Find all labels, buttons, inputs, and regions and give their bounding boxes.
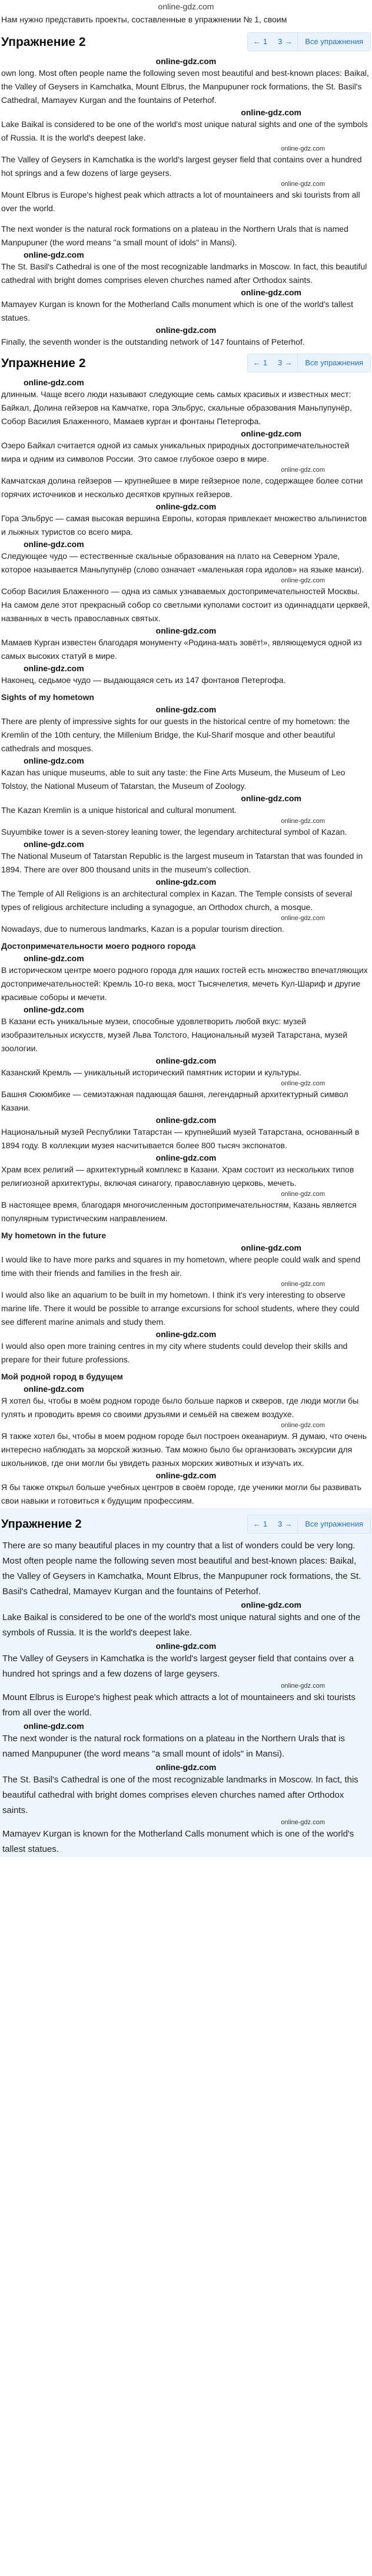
next-exercise-button[interactable]: 3 →	[278, 37, 293, 46]
paragraph: В Казани есть уникальные музеи, способные удовлетворить любой вкус: музей изобразительных искусств, музей Льва Толстого, Национальный музей Татарстана, музей зоологии.	[1, 1017, 348, 1053]
watermark: online-gdz.com	[155, 1471, 217, 1480]
watermark: online-gdz.com	[241, 429, 301, 438]
paragraph: There are plenty of impressive sights for our guests in the historical centre of my hometown: the Kremlin of the 10th century, the Millenium Bridge, the Kul-Sharif mosque and other beautiful cathedrals and mosques.	[1, 717, 350, 753]
watermark: online-gdz.com	[281, 1281, 325, 1288]
paragraph: The St. Basil's Cathedral is one of the most recognizable landmarks in Moscow. In fact, this beautiful cathedral with bright domes comprises eleven churches named after Orthodox saints.	[1, 262, 367, 285]
paragraph: The Valley of Geysers in Kamchatka is the world's largest geyser field that contains over a hundred hot springs and a few dozens of large geysers.	[2, 1654, 354, 1679]
prev-exercise-button[interactable]: ← 1	[253, 37, 268, 46]
paragraph: The Temple of All Religions is an architectural complex in Kazan. The Temple consists of several types of religious architecture including a synagogue, an Orthodox church, a mosque.	[1, 889, 353, 912]
exercise-section-2	[0, 352, 372, 1508]
paragraph: Mamayev Kurgan is known for the Motherland Calls monument which is one of the world's tallest statues.	[2, 1829, 354, 1854]
exercise-pager	[247, 32, 371, 51]
paragraph: Национальный музей Республики Татарстан — крупнейший музей Татарстана, основанный в 1894 году. В коллекции музея насчитывается более 800 тысяч экспонатов.	[1, 1127, 360, 1150]
paragraph: Lake Baikal is considered to be one of the world's most unique natural sights and one of the symbols of Russia. It is the world's deepest lake.	[2, 1612, 361, 1638]
watermark: online-gdz.com	[155, 1153, 217, 1162]
watermark: online-gdz.com	[241, 1600, 301, 1609]
paragraph: I would like to have more parks and squares in my hometown, where people could walk and spend time with their friends and families in the fresh air.	[1, 1255, 361, 1278]
paragraph: The Valley of Geysers in Kamchatka is the world's largest geyser field that contains over a hundred hot springs and a few dozens of large geysers.	[1, 155, 362, 178]
paragraph: I would also like an aquarium to be built in my hometown. I think it's very interesting to observe marine life. There it would be possible to arrange excursions for school students, where they could see different marine animals and study them.	[1, 1290, 360, 1327]
watermark: online-gdz.com	[281, 1422, 325, 1429]
watermark: online-gdz.com	[155, 1115, 217, 1125]
watermark: online-gdz.com	[281, 915, 325, 922]
paragraph: own long. Most often people name the following seven most beautiful and best-known places: Baikal, the Valley of Geysers in Kamchatka, Mount Elbrus, the Manpupuner rock formations, the St. Basil's Cathedral, Mamayev Kurgan and the fountains of Peterhof.	[1, 68, 369, 105]
paragraph: Mount Elbrus is Europe's highest peak which attracts a lot of mountaineers and ski tourists from all over the world.	[2, 1692, 356, 1718]
watermark: online-gdz.com	[281, 466, 325, 474]
exercise-pager	[247, 1515, 371, 1534]
arrow-left-icon: ←	[253, 1519, 261, 1528]
all-exercises-link[interactable]: Все упражнения	[297, 1515, 370, 1533]
section-header	[0, 352, 372, 374]
paragraph: The St. Basil's Cathedral is one of the most recognizable landmarks in Moscow. In fact, this beautiful cathedral with bright domes comprises eleven churches named after Orthodox saints.	[2, 1775, 358, 1815]
watermark: online-gdz.com	[241, 1243, 301, 1252]
arrow-right-icon: →	[284, 37, 293, 46]
section-header	[0, 1514, 372, 1535]
watermark: online-gdz.com	[155, 1762, 217, 1772]
paragraph: Я хотел бы, чтобы в моём родном городе было больше парков и скверов, где люди могли бы гулять и проводить время со своими друзьями и семьёй на свежем воздухе.	[1, 1396, 359, 1419]
prev-exercise-button[interactable]: ← 1	[253, 358, 268, 367]
arrow-right-icon: →	[284, 1519, 293, 1528]
subsection-title: Достопримечательности моего родного города	[1, 941, 196, 951]
paragraph: Мамаев Курган известен благодаря монументу «Родина-мать зовёт!», являющемуся одной из самых высоких статуй в мире.	[1, 638, 362, 661]
all-exercises-link[interactable]: Все упражнения	[297, 354, 370, 372]
watermark: online-gdz.com	[241, 288, 301, 297]
all-exercises-link[interactable]: Все упражнения	[297, 33, 370, 51]
exercise-section-1	[0, 31, 372, 349]
paragraph: В историческом центре моего родного города для наших гостей есть множество впечатляющих достопримечательностей: Кремль 10-го века, мост Тысячелетия, мечеть Кул-Шариф и другие красивые соборы и мечети.	[1, 965, 368, 1002]
site-logo[interactable]: online-gdz.com	[158, 2, 214, 11]
paragraph: The next wonder is the natural rock formations on a plateau in the Northern Urals that is named Manpupuner (the word means "a small mount of idols" in Mansi).	[2, 1734, 345, 1759]
watermark: online-gdz.com	[281, 1191, 325, 1198]
watermark: online-gdz.com	[155, 1056, 217, 1065]
watermark: online-gdz.com	[155, 1641, 217, 1651]
paragraph: There are so many beautiful places in my country that a list of wonders could be very long. Most often people name the following seven most beautiful and best-known places: Baikal, the Valley of Geysers in Kamchatka, Mount Elbrus, the Manpupuner rock formations, the St. Basil's Cathedral, Mamayev Kurgan and the fountains of Peterhof.	[2, 1541, 361, 1597]
paragraph: Казанский Кремль — уникальный исторический памятник истории и культуры.	[1, 1068, 301, 1077]
watermark: online-gdz.com	[24, 1005, 84, 1014]
paragraph: Mount Elbrus is Europe's highest peak which attracts a lot of mountaineers and ski tourists from all over the world.	[1, 190, 360, 213]
watermark: online-gdz.com	[24, 539, 84, 549]
watermark: online-gdz.com	[24, 756, 84, 765]
arrow-left-icon: ←	[253, 37, 261, 46]
paragraph: Собор Василия Блаженного — одна из самых узнаваемых достопримечательностей Москвы. На самом деле этот прекрасный собор со светлыми куполами состоит из одиннадцати церквей, названных в честь православных святых.	[1, 586, 370, 623]
paragraph: The Kazan Kremlin is a unique historical and cultural monument.	[1, 805, 237, 815]
next-exercise-button[interactable]: 3 →	[278, 358, 293, 367]
paragraph: Следующее чудо — естественные скальные образования на плато на Северном Урале, которое называется Маньпупунёр (слово означает «маленькая гора идолов» на языке манси).	[1, 551, 364, 574]
watermark: online-gdz.com	[281, 1819, 325, 1826]
paragraph: I would also open more training centres in my city where students could develop their skills and prepare for their future professions.	[1, 1341, 348, 1364]
section-title: Упражнение 2	[1, 1518, 82, 1531]
watermark: online-gdz.com	[241, 108, 301, 117]
paragraph: Mamayev Kurgan is known for the Motherland Calls monument which is one of the world's tallest statues.	[1, 299, 353, 322]
watermark: online-gdz.com	[155, 705, 217, 714]
paragraph: Гора Эльбрус — самая высокая вершина Европы, которая привлекает множество альпинистов и лыжных туристов со всего мира.	[1, 514, 367, 536]
paragraph: Я бы также открыл больше учебных центров в своём городе, где ученики могли бы развивать свои навыки и готовиться к будущим профессиям.	[1, 1482, 361, 1505]
paragraph: Озеро Байкал считается одной из самых уникальных природных достопримечательностей мира и одним из символов России. Это самое глубокое озеро в мире.	[1, 441, 350, 464]
watermark: online-gdz.com	[24, 839, 84, 849]
subsection-title: Мой родной город в будущем	[1, 1372, 123, 1381]
subsection-title: My hometown in the future	[1, 1231, 107, 1240]
watermark: online-gdz.com	[24, 954, 84, 963]
section-title: Упражнение 2	[1, 356, 86, 370]
paragraph: В настоящее время, благодаря многочисленным достопримечательностям, Казань является популярным туристическим направлением.	[1, 1200, 357, 1223]
watermark: online-gdz.com	[24, 250, 84, 259]
exercise-section-3	[0, 1508, 372, 1857]
paragraph: Храм всех религий — архитектурный комплекс в Казани. Храм состоит из нескольких типов религиозной архитектуры, включая синагогу, православную церковь, мечеть.	[1, 1165, 354, 1188]
paragraph: Камчатская долина гейзеров — крупнейшее в мире гейзерное поле, содержащее более сотни горячих источников и несколько десятков крупных гейзеров.	[1, 476, 363, 499]
watermark: online-gdz.com	[155, 502, 217, 511]
watermark: online-gdz.com	[281, 1080, 325, 1087]
paragraph: Наконец, седьмое чудо — выдающаяся сеть из 147 фонтанов Петергофа.	[1, 675, 286, 685]
paragraph: Kazan has unique museums, able to suit any taste: the Fine Arts Museum, the Museum of Leo Tolstoy, the National Museum of Tatarstan, the Museum of Zoology.	[1, 768, 346, 791]
watermark: online-gdz.com	[281, 1682, 325, 1689]
prev-exercise-button[interactable]: ← 1	[253, 1519, 268, 1528]
watermark: online-gdz.com	[281, 577, 325, 584]
watermark: online-gdz.com	[281, 145, 325, 152]
intro-text: Нам нужно представить проекты, составленные в упражнении № 1, своим	[1, 15, 287, 24]
paragraph: The National Museum of Tatarstan Republic is the largest museum in Tatarstan that was founded in 1894. There are over 800 thousand units in the museum's collection.	[1, 851, 363, 874]
section-header	[0, 31, 372, 52]
paragraph: The next wonder is the natural rock formations on a plateau in the Northern Urals that is named Manpupuner (the word means "a small mount of idols" in Mansi).	[1, 224, 348, 247]
paragraph: Lake Baikal is considered to be one of the world's most unique natural sights and one of the symbols of Russia. It is the world's deepest lake.	[1, 119, 368, 142]
exercise-pager	[247, 354, 371, 372]
watermark: online-gdz.com	[155, 626, 217, 635]
paragraph: Башня Сююмбике — семиэтажная падающая башня, легендарный архитектурный символ Казани.	[1, 1089, 348, 1112]
arrow-left-icon: ←	[253, 358, 261, 367]
watermark: online-gdz.com	[24, 664, 84, 673]
watermark: online-gdz.com	[155, 877, 217, 887]
watermark: online-gdz.com	[281, 181, 325, 188]
next-exercise-button[interactable]: 3 →	[278, 1519, 293, 1528]
watermark: online-gdz.com	[24, 1384, 84, 1394]
section-title: Упражнение 2	[1, 35, 86, 49]
watermark: online-gdz.com	[24, 378, 84, 387]
paragraph: Nowadays, due to numerous landmarks, Kazan is a popular tourism direction.	[1, 924, 284, 934]
subsection-title: Sights of my hometown	[1, 692, 94, 702]
paragraph: Suyumbike tower is a seven-storey leaning tower, the legendary architectural symbol of Kazan.	[1, 827, 347, 837]
watermark: online-gdz.com	[155, 325, 217, 335]
paragraph: длинным. Чаще всего люди называют следующие семь самых красивых и известных мест: Байкал, Долина гейзеров на Камчатке, гора Эльбрус, скальные образования Маньпупунёр, Собор Василия Блаженного, Мамаев курган и фонтаны Петергофа.	[1, 389, 352, 426]
watermark: online-gdz.com	[155, 56, 217, 66]
watermark: online-gdz.com	[24, 1721, 84, 1731]
arrow-right-icon: →	[284, 358, 293, 367]
paragraph: Я также хотел бы, чтобы в моем родном городе был построен океанариум. Я думаю, что очень интересно наблюдать за морской жизнью. Там можно было бы организовать экскурсии для школьников, где они могли бы увидеть разных морских животных и изучать их.	[1, 1431, 367, 1468]
paragraph: Finally, the seventh wonder is the outstanding network of 147 fountains of Peterhof.	[1, 337, 305, 346]
watermark: online-gdz.com	[241, 794, 301, 803]
watermark: online-gdz.com	[155, 1329, 217, 1339]
watermark: online-gdz.com	[281, 818, 325, 825]
